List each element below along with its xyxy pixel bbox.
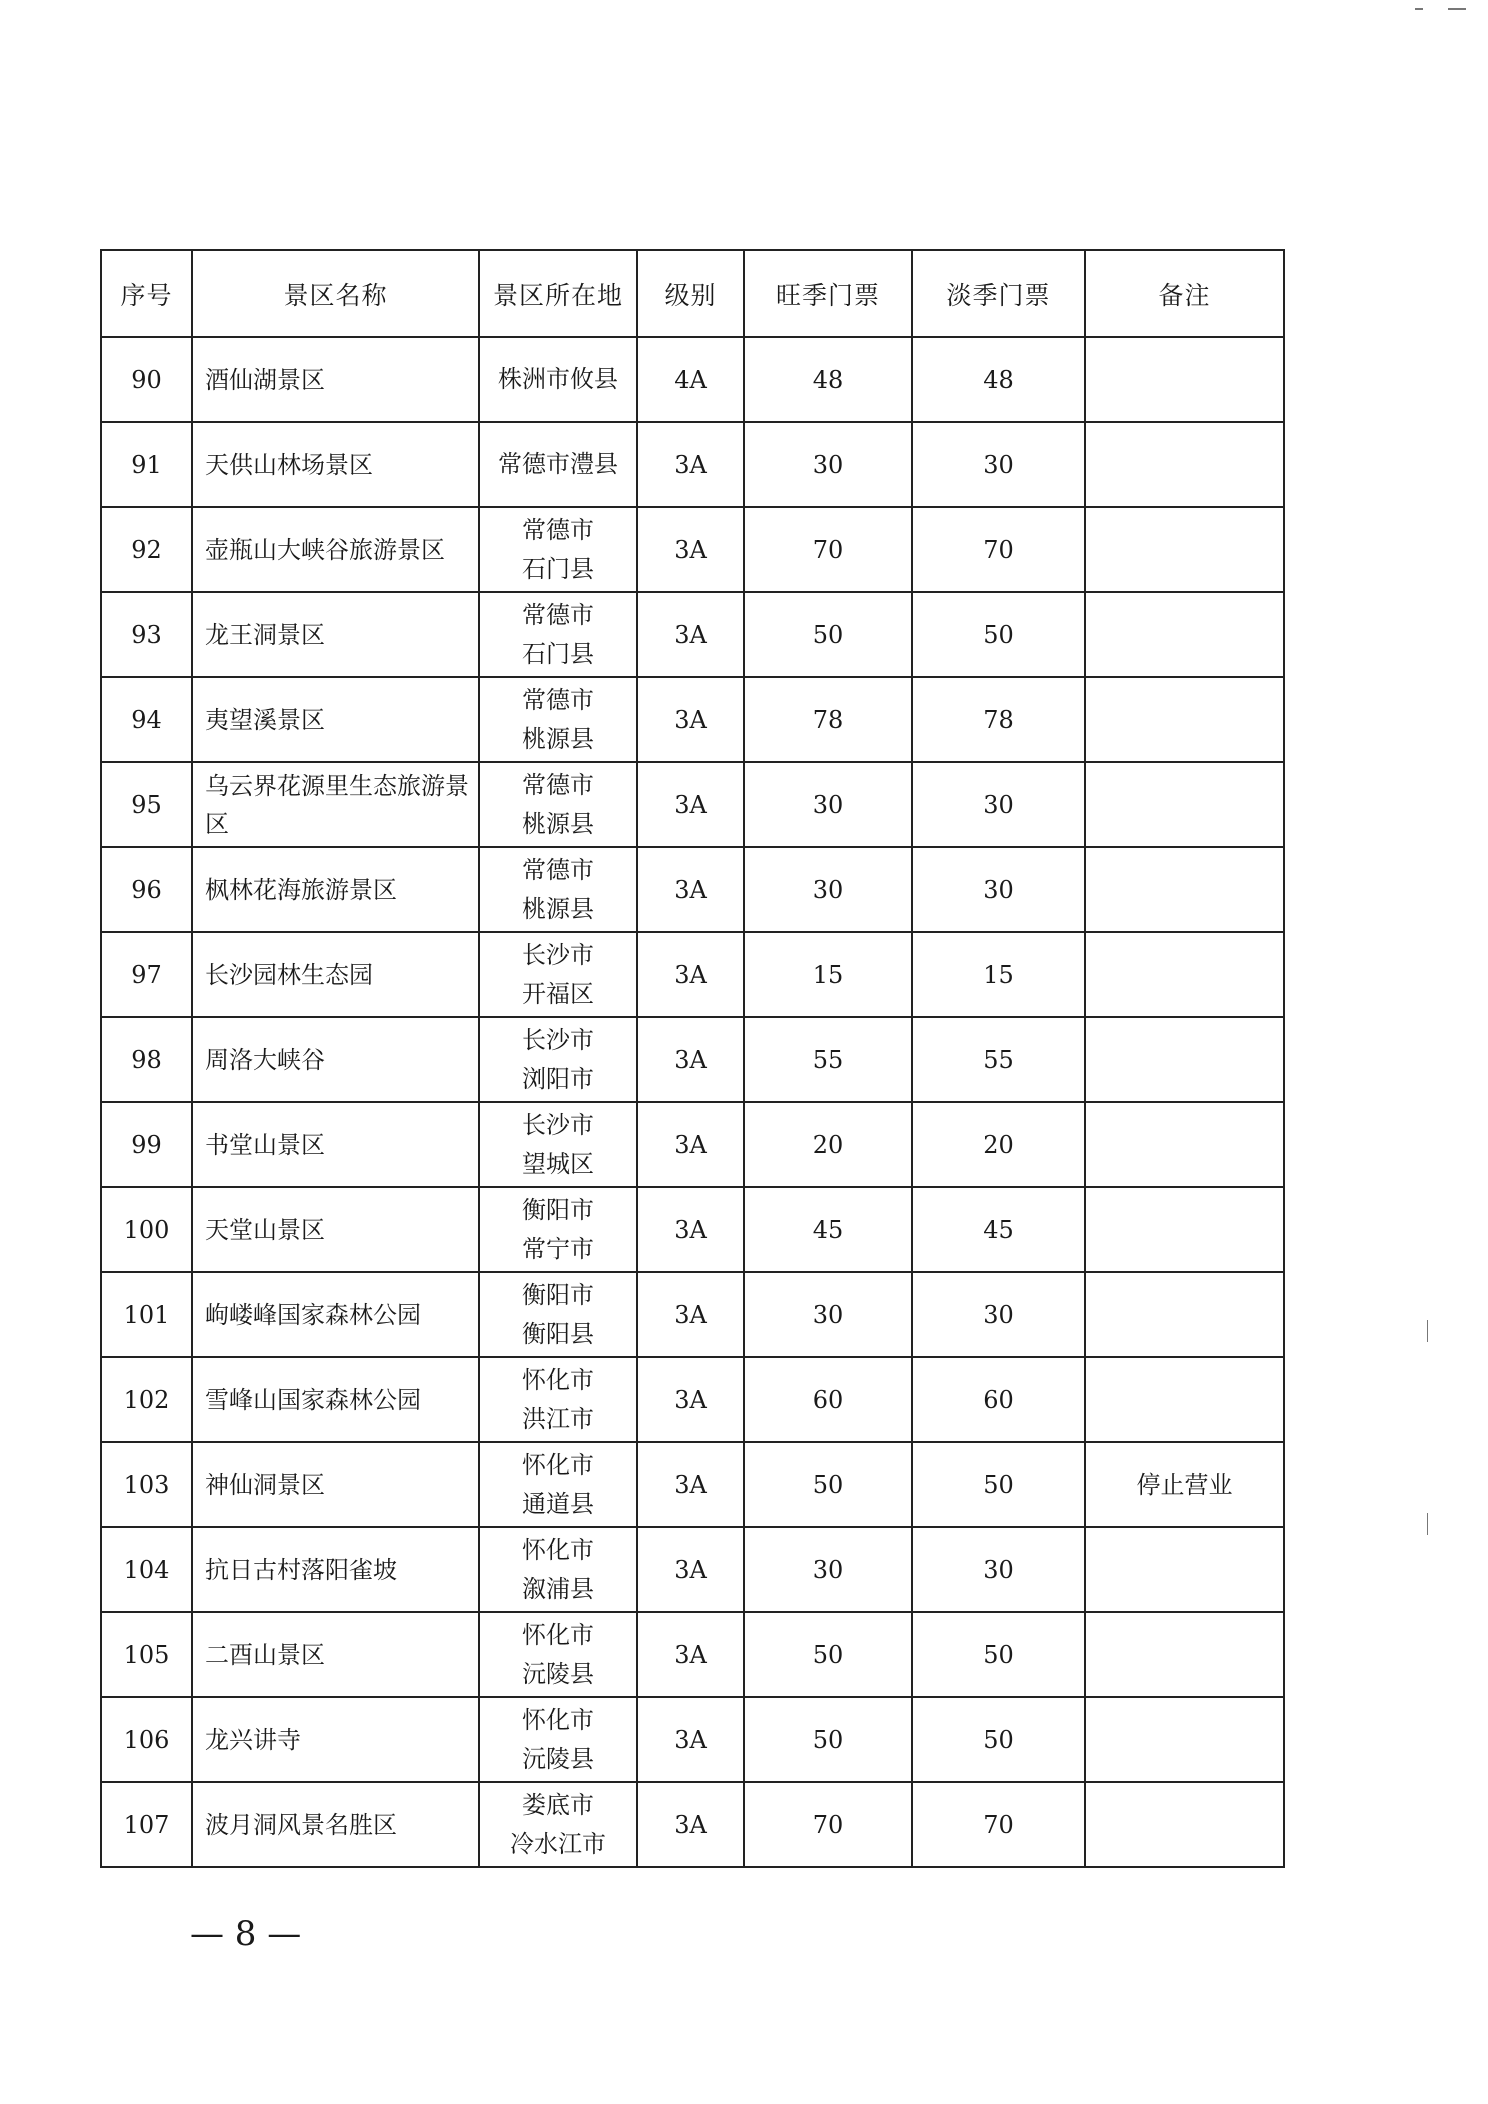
location-cell: 常德市 桃源县 bbox=[479, 677, 637, 762]
serial-cell: 107 bbox=[101, 1782, 192, 1867]
remark-cell bbox=[1085, 1357, 1284, 1442]
offpeak-ticket-cell: 70 bbox=[912, 1782, 1085, 1867]
grade-cell: 3A bbox=[637, 1527, 744, 1612]
location-cell: 株洲市攸县 bbox=[479, 337, 637, 422]
spot-name-cell: 酒仙湖景区 bbox=[192, 337, 479, 422]
grade-cell: 3A bbox=[637, 1442, 744, 1527]
location-cell: 怀化市 通道县 bbox=[479, 1442, 637, 1527]
header-remark: 备注 bbox=[1085, 250, 1284, 337]
table-row bbox=[101, 1357, 1284, 1442]
location-cell: 娄底市 冷水江市 bbox=[479, 1782, 637, 1867]
grade-cell: 3A bbox=[637, 1357, 744, 1442]
location-cell: 长沙市 望城区 bbox=[479, 1102, 637, 1187]
offpeak-ticket-cell: 45 bbox=[912, 1187, 1085, 1272]
table-row bbox=[101, 337, 1284, 422]
location-cell: 怀化市 溆浦县 bbox=[479, 1527, 637, 1612]
remark-cell bbox=[1085, 592, 1284, 677]
serial-cell: 96 bbox=[101, 847, 192, 932]
grade-cell: 3A bbox=[637, 847, 744, 932]
location-cell: 衡阳市 衡阳县 bbox=[479, 1272, 637, 1357]
serial-cell: 102 bbox=[101, 1357, 192, 1442]
grade-cell: 3A bbox=[637, 1782, 744, 1867]
spot-name-cell: 龙王洞景区 bbox=[192, 592, 479, 677]
spot-name-cell: 雪峰山国家森林公园 bbox=[192, 1357, 479, 1442]
offpeak-ticket-cell: 30 bbox=[912, 1527, 1085, 1612]
table-row bbox=[101, 1102, 1284, 1187]
grade-cell: 3A bbox=[637, 1612, 744, 1697]
offpeak-ticket-cell: 60 bbox=[912, 1357, 1085, 1442]
grade-cell: 3A bbox=[637, 1187, 744, 1272]
offpeak-ticket-cell: 70 bbox=[912, 507, 1085, 592]
spot-name-cell: 壶瓶山大峡谷旅游景区 bbox=[192, 507, 479, 592]
offpeak-ticket-cell: 30 bbox=[912, 847, 1085, 932]
serial-cell: 106 bbox=[101, 1697, 192, 1782]
grade-cell: 3A bbox=[637, 592, 744, 677]
spot-name-cell: 周洛大峡谷 bbox=[192, 1017, 479, 1102]
peak-ticket-cell: 50 bbox=[744, 1442, 912, 1527]
table-row bbox=[101, 592, 1284, 677]
remark-cell bbox=[1085, 847, 1284, 932]
header-serial: 序号 bbox=[101, 250, 192, 337]
grade-cell: 3A bbox=[637, 677, 744, 762]
peak-ticket-cell: 48 bbox=[744, 337, 912, 422]
peak-ticket-cell: 30 bbox=[744, 1527, 912, 1612]
table-row bbox=[101, 1442, 1284, 1527]
page-number: — 8 — bbox=[190, 1914, 302, 1954]
peak-ticket-cell: 70 bbox=[744, 1782, 912, 1867]
remark-cell bbox=[1085, 1272, 1284, 1357]
spot-name-cell: 岣嵝峰国家森林公园 bbox=[192, 1272, 479, 1357]
serial-cell: 92 bbox=[101, 507, 192, 592]
offpeak-ticket-cell: 55 bbox=[912, 1017, 1085, 1102]
table-row bbox=[101, 1272, 1284, 1357]
remark-cell bbox=[1085, 1187, 1284, 1272]
peak-ticket-cell: 30 bbox=[744, 1272, 912, 1357]
offpeak-ticket-cell: 30 bbox=[912, 762, 1085, 847]
offpeak-ticket-cell: 20 bbox=[912, 1102, 1085, 1187]
scan-edge-mark bbox=[1427, 1320, 1428, 1342]
peak-ticket-cell: 30 bbox=[744, 762, 912, 847]
grade-cell: 3A bbox=[637, 507, 744, 592]
location-cell: 衡阳市 常宁市 bbox=[479, 1187, 637, 1272]
location-cell: 长沙市 开福区 bbox=[479, 932, 637, 1017]
peak-ticket-cell: 50 bbox=[744, 592, 912, 677]
header-offpeak-ticket: 淡季门票 bbox=[912, 250, 1085, 337]
spot-name-cell: 波月洞风景名胜区 bbox=[192, 1782, 479, 1867]
remark-cell bbox=[1085, 1102, 1284, 1187]
serial-cell: 100 bbox=[101, 1187, 192, 1272]
peak-ticket-cell: 50 bbox=[744, 1612, 912, 1697]
location-cell: 常德市澧县 bbox=[479, 422, 637, 507]
peak-ticket-cell: 70 bbox=[744, 507, 912, 592]
spot-name-cell: 龙兴讲寺 bbox=[192, 1697, 479, 1782]
serial-cell: 98 bbox=[101, 1017, 192, 1102]
remark-cell bbox=[1085, 1782, 1284, 1867]
remark-cell bbox=[1085, 422, 1284, 507]
serial-cell: 91 bbox=[101, 422, 192, 507]
offpeak-ticket-cell: 50 bbox=[912, 1612, 1085, 1697]
offpeak-ticket-cell: 30 bbox=[912, 422, 1085, 507]
location-cell: 常德市 石门县 bbox=[479, 507, 637, 592]
scan-edge-mark bbox=[1415, 8, 1423, 10]
spot-name-cell: 神仙洞景区 bbox=[192, 1442, 479, 1527]
remark-cell bbox=[1085, 337, 1284, 422]
scenic-spot-ticket-table bbox=[100, 249, 1285, 1868]
remark-cell bbox=[1085, 1017, 1284, 1102]
grade-cell: 4A bbox=[637, 337, 744, 422]
offpeak-ticket-cell: 15 bbox=[912, 932, 1085, 1017]
table-row bbox=[101, 1187, 1284, 1272]
serial-cell: 99 bbox=[101, 1102, 192, 1187]
spot-name-cell: 枫林花海旅游景区 bbox=[192, 847, 479, 932]
table-row bbox=[101, 1697, 1284, 1782]
location-cell: 常德市 桃源县 bbox=[479, 847, 637, 932]
header-location: 景区所在地 bbox=[479, 250, 637, 337]
grade-cell: 3A bbox=[637, 422, 744, 507]
remark-cell bbox=[1085, 507, 1284, 592]
table-row bbox=[101, 422, 1284, 507]
scan-edge-mark bbox=[1427, 1513, 1428, 1535]
location-cell: 长沙市 浏阳市 bbox=[479, 1017, 637, 1102]
header-grade: 级别 bbox=[637, 250, 744, 337]
table-row bbox=[101, 1527, 1284, 1612]
table-row bbox=[101, 1782, 1284, 1867]
grade-cell: 3A bbox=[637, 1272, 744, 1357]
serial-cell: 90 bbox=[101, 337, 192, 422]
serial-cell: 93 bbox=[101, 592, 192, 677]
table-row bbox=[101, 677, 1284, 762]
spot-name-cell: 天供山林场景区 bbox=[192, 422, 479, 507]
serial-cell: 103 bbox=[101, 1442, 192, 1527]
peak-ticket-cell: 15 bbox=[744, 932, 912, 1017]
remark-cell bbox=[1085, 1612, 1284, 1697]
peak-ticket-cell: 30 bbox=[744, 422, 912, 507]
offpeak-ticket-cell: 50 bbox=[912, 1697, 1085, 1782]
location-cell: 常德市 桃源县 bbox=[479, 762, 637, 847]
offpeak-ticket-cell: 30 bbox=[912, 1272, 1085, 1357]
spot-name-cell: 抗日古村落阳雀坡 bbox=[192, 1527, 479, 1612]
grade-cell: 3A bbox=[637, 1017, 744, 1102]
table-row bbox=[101, 847, 1284, 932]
offpeak-ticket-cell: 50 bbox=[912, 1442, 1085, 1527]
location-cell: 怀化市 洪江市 bbox=[479, 1357, 637, 1442]
peak-ticket-cell: 20 bbox=[744, 1102, 912, 1187]
peak-ticket-cell: 55 bbox=[744, 1017, 912, 1102]
spot-name-cell: 二酉山景区 bbox=[192, 1612, 479, 1697]
peak-ticket-cell: 78 bbox=[744, 677, 912, 762]
grade-cell: 3A bbox=[637, 1102, 744, 1187]
grade-cell: 3A bbox=[637, 1697, 744, 1782]
peak-ticket-cell: 45 bbox=[744, 1187, 912, 1272]
remark-cell bbox=[1085, 932, 1284, 1017]
table-row bbox=[101, 1612, 1284, 1697]
header-spot-name: 景区名称 bbox=[192, 250, 479, 337]
peak-ticket-cell: 30 bbox=[744, 847, 912, 932]
table-row bbox=[101, 507, 1284, 592]
location-cell: 怀化市 沅陵县 bbox=[479, 1697, 637, 1782]
scan-edge-mark bbox=[1448, 8, 1466, 10]
table-header-row bbox=[101, 250, 1284, 337]
serial-cell: 101 bbox=[101, 1272, 192, 1357]
offpeak-ticket-cell: 48 bbox=[912, 337, 1085, 422]
spot-name-cell: 书堂山景区 bbox=[192, 1102, 479, 1187]
spot-name-cell: 夷望溪景区 bbox=[192, 677, 479, 762]
location-cell: 怀化市 沅陵县 bbox=[479, 1612, 637, 1697]
serial-cell: 105 bbox=[101, 1612, 192, 1697]
offpeak-ticket-cell: 78 bbox=[912, 677, 1085, 762]
header-peak-ticket: 旺季门票 bbox=[744, 250, 912, 337]
remark-cell bbox=[1085, 1527, 1284, 1612]
grade-cell: 3A bbox=[637, 762, 744, 847]
peak-ticket-cell: 60 bbox=[744, 1357, 912, 1442]
serial-cell: 97 bbox=[101, 932, 192, 1017]
table-row bbox=[101, 1017, 1284, 1102]
grade-cell: 3A bbox=[637, 932, 744, 1017]
location-cell: 常德市 石门县 bbox=[479, 592, 637, 677]
serial-cell: 104 bbox=[101, 1527, 192, 1612]
remark-cell bbox=[1085, 1697, 1284, 1782]
remark-cell: 停止营业 bbox=[1085, 1442, 1284, 1527]
peak-ticket-cell: 50 bbox=[744, 1697, 912, 1782]
table-row bbox=[101, 762, 1284, 847]
remark-cell bbox=[1085, 677, 1284, 762]
serial-cell: 94 bbox=[101, 677, 192, 762]
table-row bbox=[101, 932, 1284, 1017]
spot-name-cell: 天堂山景区 bbox=[192, 1187, 479, 1272]
spot-name-cell: 乌云界花源里生态旅游景区 bbox=[192, 762, 479, 847]
offpeak-ticket-cell: 50 bbox=[912, 592, 1085, 677]
remark-cell bbox=[1085, 762, 1284, 847]
spot-name-cell: 长沙园林生态园 bbox=[192, 932, 479, 1017]
serial-cell: 95 bbox=[101, 762, 192, 847]
